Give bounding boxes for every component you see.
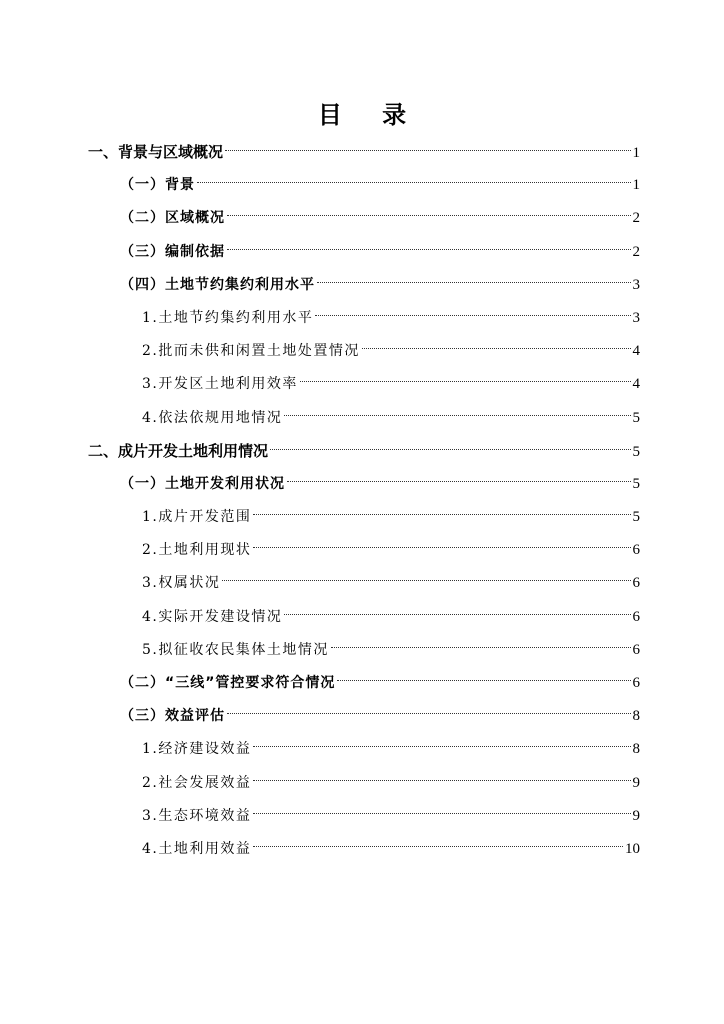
toc-page-number: 2 [632, 210, 640, 227]
toc-entry-title: （三）效益评估 [120, 708, 225, 725]
toc-dot-leader [253, 846, 623, 847]
toc-entry-title: 1.土地节约集约利用水平 [142, 309, 314, 326]
toc-page-number: 6 [632, 575, 640, 592]
toc-dot-leader [253, 813, 630, 814]
toc-page-number: 5 [632, 443, 640, 460]
toc-page-number: 3 [632, 309, 640, 326]
toc-dot-leader [197, 182, 631, 183]
toc-page-number: 1 [632, 145, 640, 161]
toc-page-number: 6 [632, 641, 640, 658]
toc-page-number: 3 [632, 276, 640, 293]
toc-entry[interactable] [88, 236, 640, 269]
toc-page-number: 5 [632, 475, 640, 492]
toc-dot-leader [270, 449, 630, 450]
toc-entry[interactable] [88, 833, 640, 866]
toc-dot-leader [253, 780, 630, 781]
toc-entry-title: 1.成片开发范围 [142, 509, 252, 526]
toc-entry[interactable] [88, 667, 640, 700]
toc-entry[interactable] [88, 501, 640, 534]
toc-page-number: 6 [632, 675, 640, 691]
toc-entry[interactable] [88, 468, 640, 501]
toc-dot-leader [222, 580, 630, 581]
toc-entry-title: （一）土地开发利用状况 [120, 475, 285, 492]
toc-dot-leader [227, 215, 631, 216]
toc-entry-title: 3.开发区土地利用效率 [142, 376, 298, 393]
toc-entry-title: 5.拟征收农民集体土地情况 [142, 641, 329, 658]
toc-entry[interactable] [88, 302, 640, 335]
toc-dot-leader [287, 481, 631, 482]
toc-entry-title: 1.经济建设效益 [142, 741, 252, 758]
toc-entry[interactable] [88, 435, 640, 468]
toc-dot-leader [362, 348, 631, 349]
toc-dot-leader [284, 614, 630, 615]
toc-entry-title: （一）背景 [120, 177, 195, 194]
toc-entry-title: 4.依法依规用地情况 [142, 409, 283, 426]
toc-page-number: 4 [632, 343, 640, 360]
page-title: 目 录 [317, 101, 423, 129]
toc-entry-title: （二）“三线”管控要求符合情况 [120, 675, 336, 691]
toc-dot-leader [225, 150, 630, 151]
toc-entry-title: 一、背景与区域概况 [88, 143, 224, 161]
toc-entry[interactable] [88, 269, 640, 302]
toc-entry-title: 二、成片开发土地利用情况 [88, 441, 269, 460]
toc-entry[interactable] [88, 733, 640, 766]
toc-entry[interactable] [88, 700, 640, 733]
table-of-contents [88, 136, 640, 866]
toc-entry[interactable] [88, 368, 640, 401]
toc-entry-title: 2.社会发展效益 [142, 774, 252, 791]
toc-entry-title: （三）编制依据 [120, 243, 225, 260]
toc-entry[interactable] [88, 601, 640, 634]
toc-entry[interactable] [88, 202, 640, 235]
toc-dot-leader [284, 415, 630, 416]
toc-entry-title: 2.土地利用现状 [142, 542, 252, 559]
toc-entry[interactable] [88, 169, 640, 202]
toc-entry-title: 4.土地利用效益 [142, 840, 252, 857]
toc-dot-leader [315, 315, 630, 316]
toc-dot-leader [253, 547, 630, 548]
toc-entry[interactable] [88, 402, 640, 435]
toc-entry-title: 2.批而未供和闲置土地处置情况 [142, 343, 360, 360]
toc-entry[interactable] [88, 800, 640, 833]
toc-entry-title: 3.权属状况 [142, 575, 221, 592]
toc-dot-leader [317, 282, 631, 283]
toc-entry[interactable] [88, 567, 640, 600]
toc-page-number: 6 [632, 542, 640, 559]
toc-entry[interactable] [88, 534, 640, 567]
toc-page-number: 8 [632, 741, 640, 758]
toc-page-number: 4 [632, 376, 640, 393]
toc-page-number: 9 [632, 774, 640, 791]
toc-page-number: 10 [625, 840, 640, 857]
toc-dot-leader [227, 249, 631, 250]
toc-dot-leader [227, 713, 631, 714]
toc-page-number: 9 [632, 807, 640, 824]
toc-page-number: 2 [632, 243, 640, 260]
toc-entry[interactable] [88, 634, 640, 667]
toc-entry-title: （四）土地节约集约利用水平 [120, 276, 315, 293]
toc-entry[interactable] [88, 335, 640, 368]
toc-page-number: 6 [632, 608, 640, 625]
toc-dot-leader [337, 680, 630, 681]
toc-dot-leader [253, 514, 630, 515]
toc-page-number: 5 [632, 409, 640, 426]
toc-dot-leader [300, 381, 631, 382]
toc-dot-leader [253, 746, 630, 747]
toc-entry[interactable] [88, 767, 640, 800]
toc-entry-title: （二）区域概况 [120, 210, 225, 227]
toc-entry[interactable] [88, 136, 640, 169]
toc-page-number: 1 [632, 177, 640, 194]
toc-dot-leader [331, 647, 631, 648]
toc-entry-title: 3.生态环境效益 [142, 807, 252, 824]
toc-page-number: 8 [632, 708, 640, 725]
toc-page-number: 5 [632, 509, 640, 526]
toc-entry-title: 4.实际开发建设情况 [142, 608, 283, 625]
